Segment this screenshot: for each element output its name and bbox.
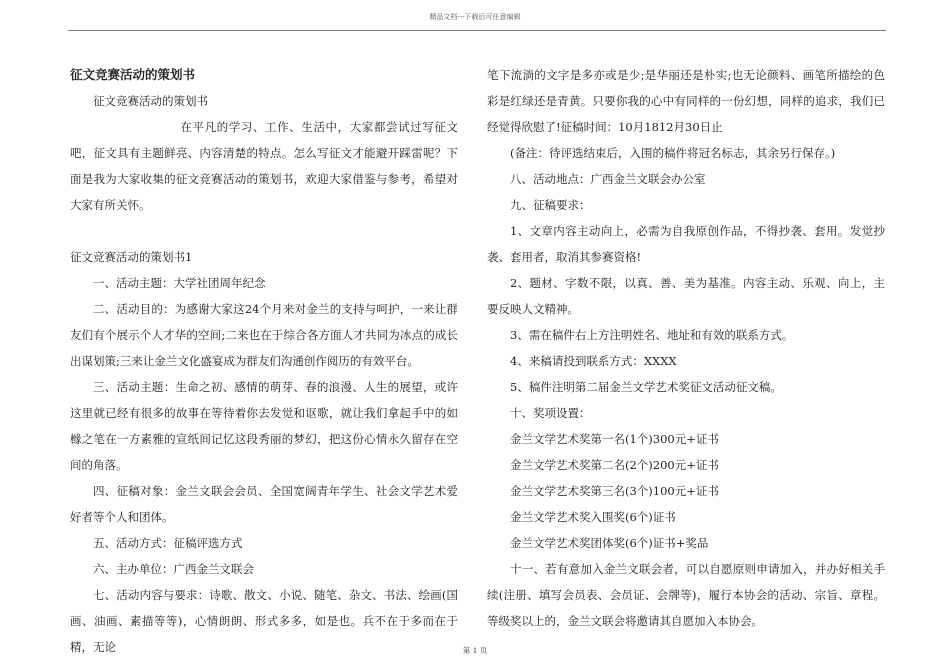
right-paragraph: 金兰文学艺术奖第二名(2个)200元+证书 (510, 458, 719, 472)
right-item-list (487, 62, 885, 634)
right-paragraph: 十一、若有意加入金兰文联会者，可以自愿原则申请加入，并办好相关手续(注册、填写会员表、会员证、会牌等)，履行本协会的活动、宗旨、章程。等级奖以上的，金兰文联会将邀请其自愿加入本协会。 (487, 562, 885, 628)
left-paragraph: 五、活动方式：征稿评选方式 (93, 536, 243, 550)
header-divider (68, 30, 886, 31)
page-header: 精品文档---下载后可任意编辑 (429, 13, 521, 21)
right-paragraph: 笔下流淌的文字是多亦或是少;是华丽还是朴实;也无论颜料、画笔所描绘的色彩是红绿还是青黄。只要你我的心中有同样的一份幻想，同样的追求，我们已经觉得欣慰了!征稿时间：10月1812月30日止 (487, 68, 885, 134)
intro-paragraph: 在平凡的学习、工作、生活中，大家都尝试过写征文吧，征文具有主题鲜亮、内容清楚的特点。怎么写征文才能避开踩雷呢？下面是我为大家收集的征文竞赛活动的策划书，欢迎大家借鉴与参考，希望对大家有所关怀。 (70, 120, 458, 212)
right-paragraph: 金兰文学艺术奖入围奖(6个)证书 (510, 510, 676, 524)
right-column (487, 62, 885, 634)
right-paragraph: (备注：待评选结束后，入围的稿件将冠名标志，其余另行保存。) (510, 146, 836, 160)
right-paragraph: 十、奖项设置： (510, 406, 591, 420)
left-paragraph: 二、活动目的：为感谢大家这24个月来对金兰的支持与呵护，一来让群友们有个展示个人才华的空间;二来也在于综合各方面人才共同为冰点的成长出谋划策;三来让金兰文化盛宴成为群友们沟通创作阅历的有效平台。 (70, 302, 458, 368)
left-paragraph: 三、活动主题：生命之初、感情的萌芽、春的浪漫、人生的展望，或许这里就已经有很多的故事在等待着你去发觉和讴歌，就让我们拿起手中的如橼之笔在一方素雅的宣纸间记忆这段秀丽的梦幻，把这份心情永久留存在空间的角落。 (70, 380, 458, 472)
right-paragraph: 5、稿件注明第二届金兰文学艺术奖征文活动征文稿。 (510, 380, 782, 394)
right-paragraph: 金兰文学艺术奖第一名(1个)300元+证书 (510, 432, 719, 446)
right-paragraph: 4、来稿请投到联系方式：XXXX (510, 354, 677, 368)
right-paragraph: 金兰文学艺术奖第三名(3个)100元+证书 (510, 484, 719, 498)
document-title: 征文竞赛活动的策划书 (70, 67, 196, 82)
paragraph-spacer (70, 218, 458, 244)
right-paragraph: 3、需在稿件右上方注明姓名、地址和有效的联系方式。 (510, 328, 794, 342)
left-paragraph: 四、征稿对象：金兰文联会会员、全国宽阔青年学生、社会文学艺术爱好者等个人和团体。 (70, 484, 458, 524)
left-paragraph: 一、活动主题：大学社团周年纪念 (93, 276, 266, 290)
right-paragraph: 2、题材、字数不限，以真、善、美为基准。内容主动、乐观、向上，主要反映人文精神。 (487, 276, 885, 316)
document-subtitle: 征文竞赛活动的策划书 (93, 94, 208, 108)
right-paragraph: 1、文章内容主动向上，必需为自我原创作品，不得抄袭、套用。发觉抄袭、套用者，取消其参赛资格! (487, 224, 885, 264)
section-title: 征文竞赛活动的策划书1 (70, 250, 193, 264)
right-paragraph: 八、活动地点：广西金兰文联会办公室 (510, 172, 706, 186)
left-paragraph: 六、主办单位：广西金兰文联会 (93, 562, 254, 576)
left-column (70, 62, 458, 660)
left-paragraph: 七、活动内容与要求：诗歌、散文、小说、随笔、杂文、书法、绘画(国画、油画、素描等等)，心情朗朗、形式多多，如是也。兵不在于多而在于精，无论 (70, 588, 458, 654)
left-item-list (70, 270, 458, 660)
right-paragraph: 金兰文学艺术奖团体奖(6个)证书+奖品 (510, 536, 709, 550)
right-paragraph: 九、征稿要求： (510, 198, 591, 212)
page-number: 第 1 页 (462, 646, 488, 655)
